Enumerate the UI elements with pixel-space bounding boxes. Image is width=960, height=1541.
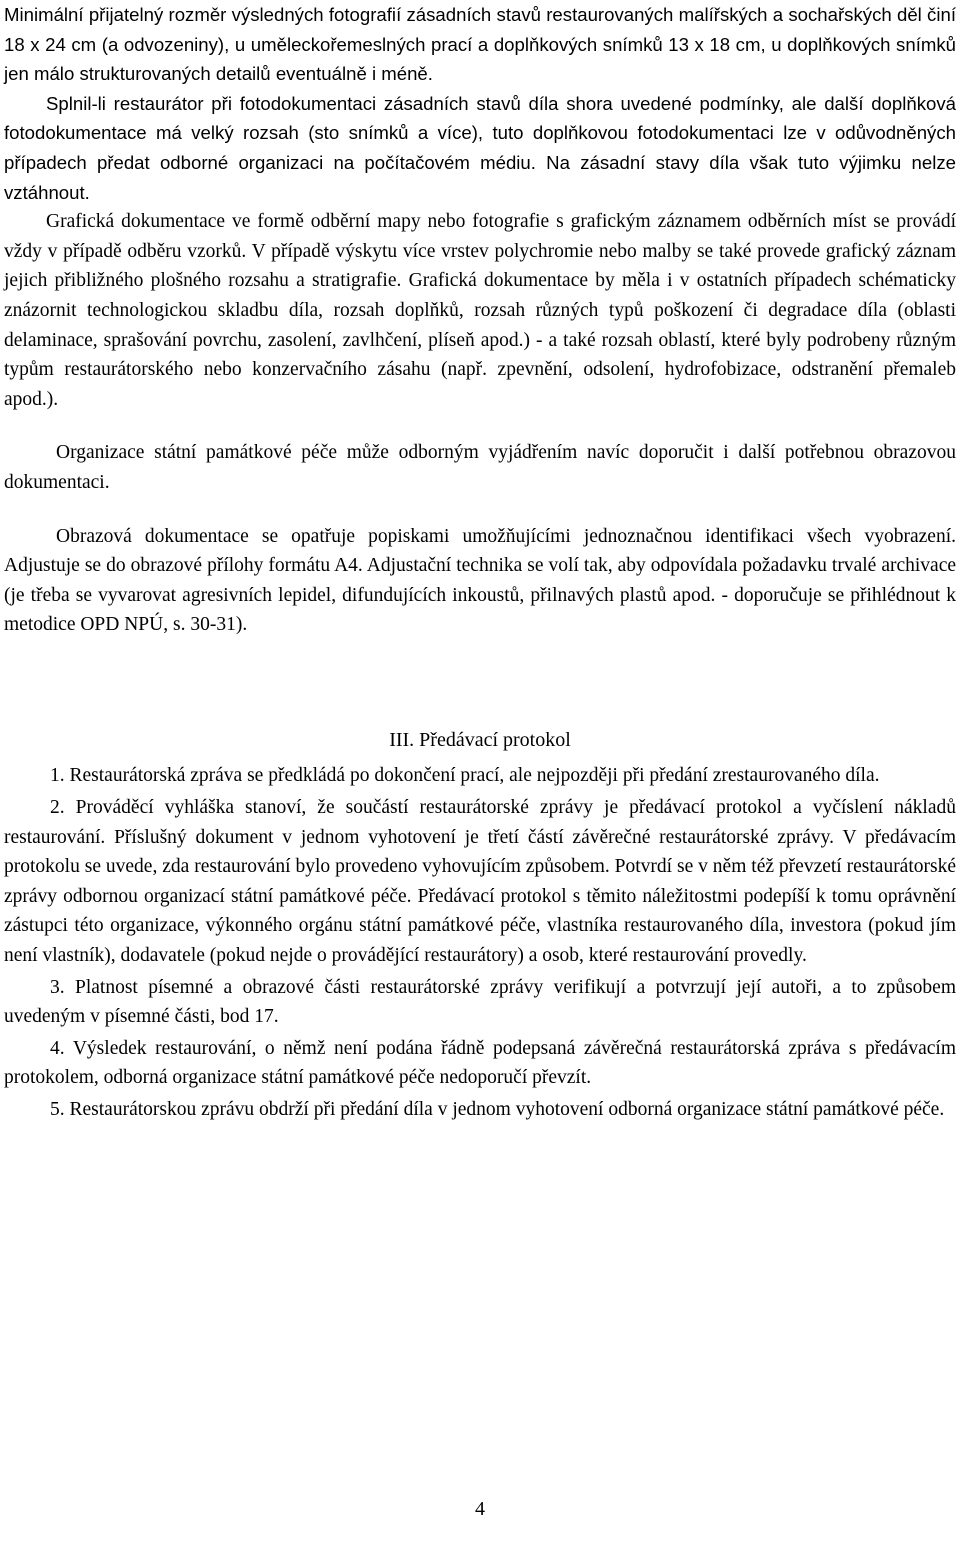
paragraph-graphic-documentation: Grafická dokumentace ve formě odběrní mapy nebo fotografie s grafickým záznamem odběrních míst se provádí vždy v případě odběru vzorků. V případě výskytu více vrstev polychromie nebo malby se také provede grafický záznam jejich přibližného plošného rozsahu a stratigrafie. Grafická dokumentace by měla i v ostatních případech schématicky znázornit technologickou skladbu díla, rozsah doplňků, rozsah různých typů poškození či degradace díla (oblasti delaminace, sprašování povrchu, zasolení, zavlhčení, plíseň apod.) - a také rozsah oblastí, které byly podrobeny různým typům restaurátorského nebo konzervačního zásahu (např. zpevnění, odsolení, hydrofobizace, odstranění přemaleb apod.).: [4, 211, 956, 410]
paragraph-captions-adjustment: Obrazová dokumentace se opatřuje popiskami umožňujícími jednoznačnou identifikaci všech vyobrazení. Adjustuje se do obrazové přílohy formátu A4. Adjustační technika se volí tak, aby odpovídala požadavku trvalé archivace (je třeba se vyvarovat agresivních lepidel, difundujících inkoustů, přilnavých plastů apod. - doporučuje se přihlédnout k metodice OPD NPÚ, s. 30-31).: [4, 525, 956, 636]
list-item: 2. Prováděcí vyhláška stanoví, že součástí restaurátorské zprávy je předávací protokol a vyčíslení nákladů restaurování. Příslušný dokument v jednom vyhotovení je třetí částí závěrečné restaurátorské zprávy. V předávacím protokolu se uvede, zda restaurování bylo provedeno vyhovujícím způsobem. Potvrdí se v něm též převzetí restaurátorské zprávy odbornou organizací státní památkové péče. Předávací protokol s těmito náležitostmi podepíší k tomu oprávnění zástupci této organizace, výkonného orgánu státní památkové péče, vlastníka restaurovaného díla, investora (pokud jím není vlastník), dodavatele (pokud nejde o provádějící restaurátory) a osob, které restaurování provedly.: [4, 797, 956, 967]
paragraph-photo-dimensions: Minimální přijatelný rozměr výsledných fotografií zásadních stavů restaurovaných malířských a sochařských děl činí 18 x 24 cm (a odvozeniny), u uměleckořemeslných prací a doplňkových snímků 13 x 18 cm, u doplňkových snímků jen málo strukturovaných detailů eventuálně i méně.: [4, 4, 956, 85]
list-item: 3. Platnost písemné a obrazové části restaurátorské zprávy verifikují a potvrzují její autoři, a to způsobem uvedeným v písemné části, bod 17.: [4, 976, 956, 1028]
list-item: 5. Restaurátorskou zprávu obdrží při předání díla v jednom vyhotovení odborná organizace státní památkové péče.: [50, 1099, 945, 1120]
paragraph-photo-exception: Splnil-li restaurátor při fotodokumentaci zásadních stavů díla shora uvedené podmínky, ale další doplňková fotodokumentace má velký rozsah (sto snímků a více), tuto doplňkovou fotodokumentaci lze v odůvodněných případech předat odborné organizaci na počítačovém médiu. Na zásadní stavy díla však tuto výjimku nelze vztáhnout.: [4, 92, 956, 203]
list-item: 4. Výsledek restaurování, o němž není podána řádně podepsaná závěrečná restaurátorská zpráva s předávacím protokolem, odborná organizace státní památkové péče nedoporučí převzít.: [4, 1037, 956, 1089]
list-item: 1. Restaurátorská zpráva se předkládá po dokončení prací, ale nejpozději při předání zrestaurovaného díla.: [50, 765, 880, 787]
handover-protocol-list: [4, 761, 956, 1124]
section-heading: III. Předávací protokol: [389, 728, 571, 751]
page-number: 4: [475, 1498, 485, 1520]
document-page: [4, 0, 956, 1125]
paragraph-additional-documentation: Organizace státní památkové péče může odborným vyjádřením navíc doporučit i další potřebnou obrazovou dokumentaci.: [4, 442, 956, 493]
